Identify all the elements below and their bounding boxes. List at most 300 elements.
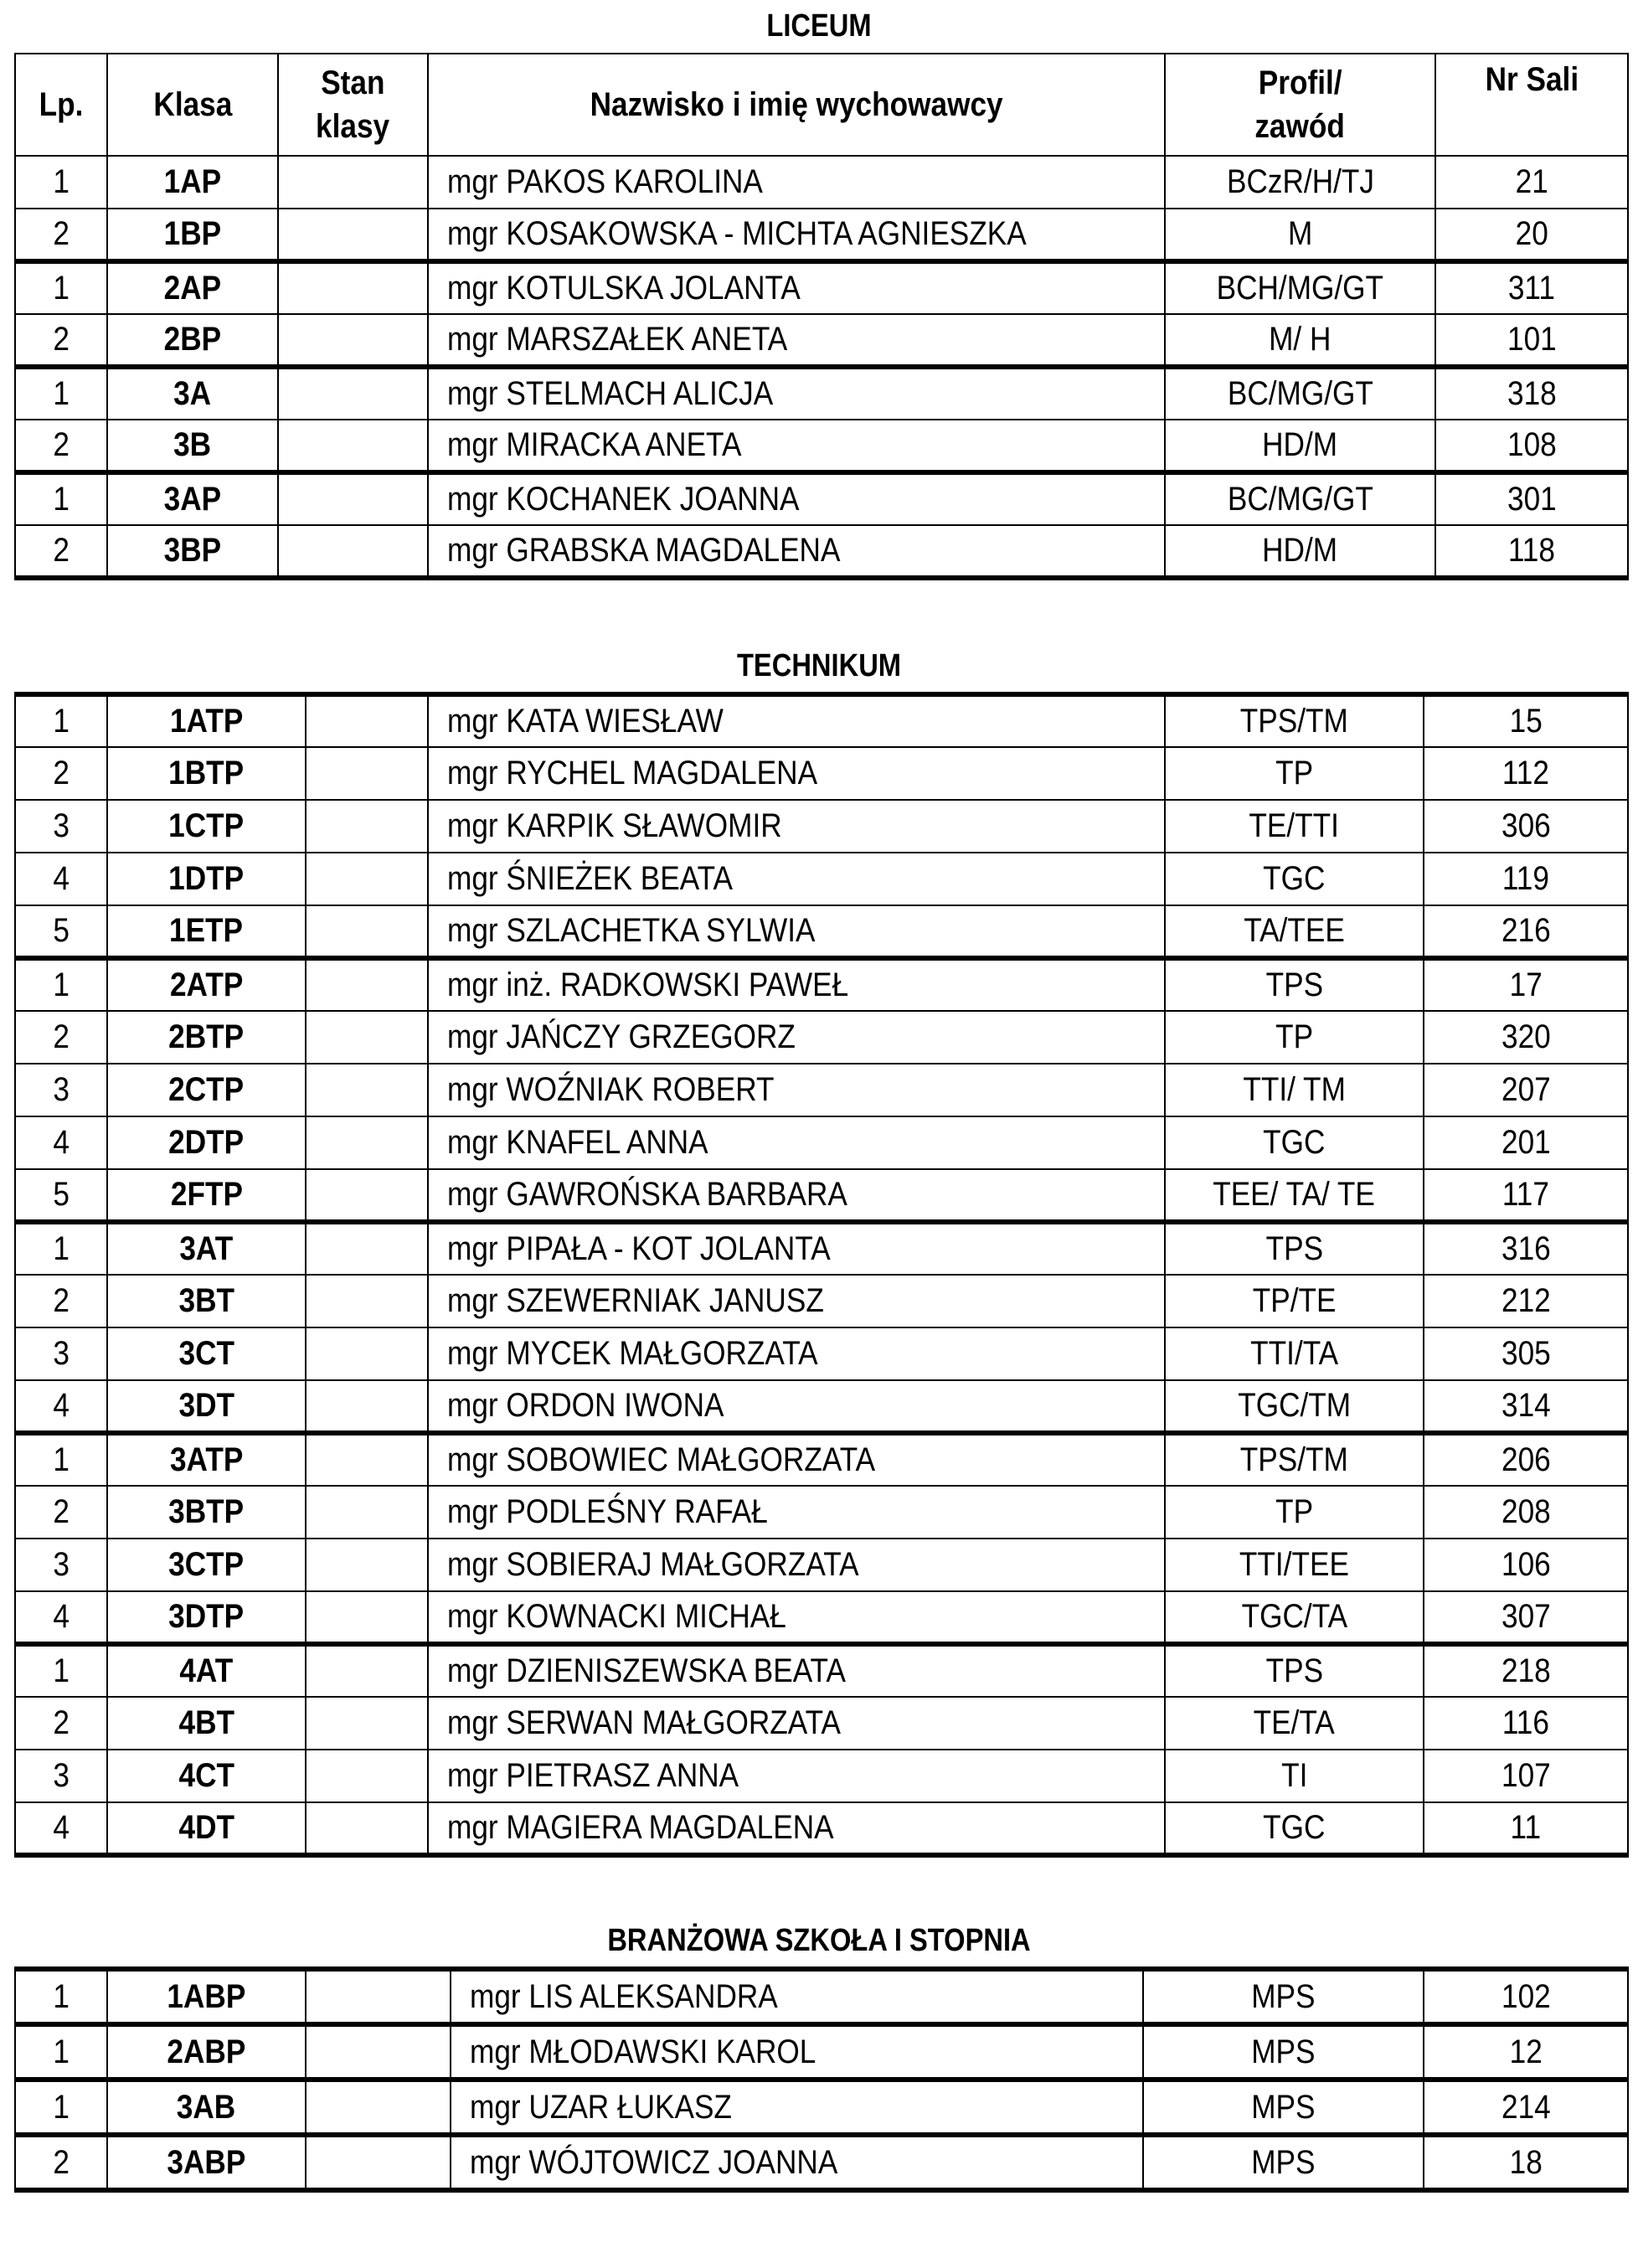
cell-wychowawca-text: mgr JAŃCZY GRZEGORZ [447,1018,796,1055]
cell-nr-sali-text: 106 [1501,1546,1551,1583]
cell-nr-sali-text: 301 [1507,481,1557,518]
cell-nr-sali-text: 116 [1502,1704,1550,1741]
cell-wychowawca [451,2135,1143,2190]
cell-nr-sali-text: 118 [1507,532,1556,569]
cell-stan-klasy [278,209,428,261]
cell-klasa-text: 2ABP [167,2033,246,2070]
cell-nr-sali [1435,420,1628,472]
cell-profil-text: TPS [1265,966,1323,1003]
cell-wychowawca [428,1750,1165,1802]
cell-lp [15,209,107,261]
cell-profil-text: TGC [1263,860,1326,897]
table-row [15,472,1628,525]
cell-nr-sali [1424,958,1628,1011]
cell-stan-klasy [306,1169,428,1222]
cell-lp [15,420,107,472]
cell-stan-klasy [306,1591,428,1644]
cell-lp-text: 1 [53,163,70,200]
cell-klasa-text: 4DT [178,1809,234,1846]
cell-klasa [107,747,306,800]
cell-lp [15,1697,107,1750]
cell-klasa-text: 3BP [163,532,222,569]
cell-wychowawca-text: mgr LIS ALEKSANDRA [470,1977,778,2015]
cell-lp [15,1169,107,1222]
header-row [15,54,1628,156]
cell-lp [15,1591,107,1644]
cell-profil-text: TP [1275,755,1313,791]
cell-klasa [107,1327,306,1380]
cell-profil-text: M [1287,215,1313,252]
cell-lp [15,1380,107,1433]
cell-klasa-text: 1ATP [169,703,244,740]
cell-nr-sali-text: 20 [1515,215,1548,252]
cell-nr-sali-text: 107 [1501,1757,1551,1794]
cell-profil [1165,367,1435,420]
cell-nr-sali-text: 12 [1509,2033,1543,2070]
cell-profil-text: BCzR/H/TJ [1226,163,1374,200]
table-row [15,314,1628,367]
cell-klasa [107,1275,306,1327]
cell-wychowawca [428,1380,1165,1433]
cell-stan-klasy [306,1969,451,2024]
cell-profil-text: M/ H [1269,321,1332,358]
cell-nr-sali-text: 206 [1501,1441,1551,1478]
cell-nr-sali [1424,1116,1628,1169]
cell-klasa [107,1380,306,1433]
cell-klasa-text: 3DTP [168,1598,245,1635]
cell-lp-text: 3 [53,1546,70,1583]
cell-profil-text: MPS [1251,2088,1316,2126]
cell-klasa-text: 2FTP [170,1176,243,1213]
cell-stan-klasy [306,1433,428,1486]
table-row [15,525,1628,578]
cell-profil [1165,1539,1424,1591]
cell-wychowawca-text: mgr KOWNACKI MICHAŁ [447,1598,786,1635]
cell-klasa [107,525,278,578]
cell-lp [15,1539,107,1591]
header-stan-klasy: Stan klasy [278,54,428,156]
cell-stan-klasy [306,1327,428,1380]
cell-profil [1143,2080,1424,2135]
cell-wychowawca-text: mgr SERWAN MAŁGORZATA [447,1704,842,1741]
cell-lp-text: 2 [53,215,70,252]
cell-nr-sali [1424,1969,1628,2024]
cell-nr-sali-text: 305 [1501,1335,1551,1372]
cell-wychowawca [428,314,1165,367]
cell-nr-sali-text: 101 [1507,321,1557,358]
cell-nr-sali [1424,1644,1628,1697]
table-row [15,905,1628,958]
cell-nr-sali-text: 314 [1501,1387,1551,1424]
cell-klasa-text: 1AP [163,163,222,200]
cell-klasa-text: 3CTP [168,1546,245,1583]
cell-stan-klasy [306,747,428,800]
cell-wychowawca-text: mgr PIPAŁA - KOT JOLANTA [447,1230,831,1267]
cell-klasa-text: 1BTP [168,755,245,791]
cell-lp [15,853,107,905]
table-row [15,2080,1628,2135]
cell-profil-text: TTI/TEE [1239,1546,1350,1583]
cell-wychowawca-text: mgr MŁODAWSKI KAROL [470,2033,816,2070]
cell-lp-text: 2 [53,532,70,569]
cell-nr-sali-text: 212 [1501,1282,1551,1319]
cell-nr-sali-text: 216 [1501,912,1551,949]
cell-profil [1165,1327,1424,1380]
cell-nr-sali-text: 207 [1501,1071,1551,1108]
cell-stan-klasy [306,694,428,747]
cell-klasa-text: 2ATP [169,966,244,1003]
table-row [15,1539,1628,1591]
cell-nr-sali [1424,1750,1628,1802]
cell-profil [1143,1969,1424,2024]
cell-stan-klasy [306,2080,451,2135]
cell-profil [1165,1064,1424,1116]
cell-lp [15,1969,107,2024]
cell-profil-text: TGC [1263,1809,1326,1846]
cell-nr-sali-text: 18 [1509,2143,1543,2181]
cell-lp-text: 2 [53,1493,70,1530]
cell-stan-klasy [306,1697,428,1750]
cell-lp [15,1327,107,1380]
cell-profil [1165,694,1424,747]
cell-profil [1165,905,1424,958]
cell-wychowawca [428,1064,1165,1116]
cell-stan-klasy [306,1064,428,1116]
cell-profil [1143,2024,1424,2080]
cell-nr-sali [1435,314,1628,367]
cell-nr-sali [1435,261,1628,314]
cell-nr-sali [1435,472,1628,525]
cell-profil [1165,1591,1424,1644]
cell-nr-sali-text: 318 [1507,375,1557,412]
cell-lp [15,261,107,314]
technikum-title: TECHNIKUM [736,648,902,683]
cell-profil-text: TPS/TM [1239,703,1349,740]
cell-wychowawca [428,1169,1165,1222]
cell-lp [15,1222,107,1275]
cell-profil-text: TGC [1263,1124,1326,1161]
cell-nr-sali [1435,367,1628,420]
cell-wychowawca-text: mgr ŚNIEŻEK BEATA [447,860,733,897]
cell-klasa [107,1169,306,1222]
branzowa-title: BRANŻOWA SZKOŁA I STOPNIA [607,1923,1031,1958]
cell-klasa [107,800,306,853]
cell-wychowawca [428,747,1165,800]
cell-klasa [107,420,278,472]
cell-wychowawca [428,853,1165,905]
table-row [15,1011,1628,1064]
cell-profil [1165,525,1435,578]
cell-klasa [107,209,278,261]
cell-nr-sali [1424,1327,1628,1380]
table-row [15,1064,1628,1116]
cell-wychowawca-text: mgr PODLEŚNY RAFAŁ [447,1493,768,1530]
cell-lp-text: 1 [53,481,70,518]
cell-stan-klasy [306,1380,428,1433]
cell-klasa [107,1969,306,2024]
cell-wychowawca-text: mgr WOŹNIAK ROBERT [447,1071,775,1108]
cell-lp [15,525,107,578]
cell-lp [15,1011,107,1064]
cell-lp [15,156,107,209]
liceum-body [15,156,1628,578]
table-row [15,1969,1628,2024]
cell-stan-klasy [306,1644,428,1697]
cell-lp-text: 1 [53,270,70,307]
cell-klasa-text: 1ETP [169,912,244,949]
cell-profil-text: TTI/TA [1250,1335,1338,1372]
cell-stan-klasy [306,958,428,1011]
cell-klasa-text: 2DTP [168,1124,245,1161]
cell-wychowawca-text: mgr STELMACH ALICJA [447,375,774,412]
cell-stan-klasy [306,1222,428,1275]
cell-wychowawca [428,905,1165,958]
cell-profil-text: TGC/TA [1241,1598,1347,1635]
cell-profil [1165,1275,1424,1327]
cell-lp [15,1644,107,1697]
cell-nr-sali-text: 208 [1501,1493,1551,1530]
cell-wychowawca [451,1969,1143,2024]
cell-nr-sali [1424,1222,1628,1275]
cell-wychowawca-text: mgr MYCEK MAŁGORZATA [447,1335,818,1372]
cell-wychowawca [428,209,1165,261]
cell-nr-sali-text: 119 [1502,860,1550,897]
cell-nr-sali-text: 102 [1501,1977,1551,2015]
cell-profil [1165,261,1435,314]
cell-stan-klasy [278,314,428,367]
cell-profil [1165,853,1424,905]
cell-klasa-text: 3ABP [167,2143,246,2181]
table-row [15,209,1628,261]
cell-wychowawca [428,525,1165,578]
table-row [15,1327,1628,1380]
cell-nr-sali-text: 311 [1507,270,1556,307]
cell-wychowawca [428,800,1165,853]
cell-wychowawca [428,1644,1165,1697]
cell-wychowawca-text: mgr KOSAKOWSKA - MICHTA AGNIESZKA [447,215,1027,252]
cell-wychowawca-text: mgr PAKOS KAROLINA [447,163,763,200]
cell-profil [1165,1222,1424,1275]
cell-klasa [107,1011,306,1064]
cell-wychowawca-text: mgr GAWROŃSKA BARBARA [447,1176,847,1213]
cell-lp-text: 2 [53,426,70,463]
cell-lp [15,472,107,525]
table-row [15,694,1628,747]
table-row [15,1275,1628,1327]
table-row [15,1802,1628,1855]
cell-nr-sali [1424,1011,1628,1064]
cell-lp-text: 4 [53,1387,70,1424]
cell-wychowawca [428,958,1165,1011]
cell-klasa [107,261,278,314]
cell-klasa-text: 4CT [178,1757,234,1794]
cell-profil [1165,800,1424,853]
cell-profil-text: TGC/TM [1238,1387,1351,1424]
cell-wychowawca [428,1222,1165,1275]
cell-profil-text: TE/TA [1253,1704,1336,1741]
cell-lp [15,2135,107,2190]
cell-profil [1165,314,1435,367]
cell-lp-text: 3 [53,1757,70,1794]
cell-nr-sali [1435,156,1628,209]
cell-wychowawca-text: mgr RYCHEL MAGDALENA [447,755,818,791]
table-row [15,958,1628,1011]
cell-nr-sali [1424,1539,1628,1591]
cell-lp [15,1064,107,1116]
table-row [15,800,1628,853]
cell-klasa-text: 2BTP [168,1018,245,1055]
cell-wychowawca-text: mgr SOBOWIEC MAŁGORZATA [447,1441,876,1478]
cell-nr-sali-text: 11 [1510,1809,1542,1846]
cell-nr-sali [1424,1275,1628,1327]
table-row [15,1222,1628,1275]
cell-wychowawca [428,472,1165,525]
cell-klasa [107,1433,306,1486]
cell-wychowawca [428,1011,1165,1064]
cell-klasa-text: 1ABP [167,1977,246,2015]
cell-wychowawca-text: mgr UZAR ŁUKASZ [470,2088,732,2126]
cell-lp-text: 5 [53,912,70,949]
cell-klasa-text: 4AT [179,1652,234,1689]
cell-wychowawca [428,261,1165,314]
cell-klasa [107,1802,306,1855]
cell-nr-sali [1424,1380,1628,1433]
cell-profil-text: TP [1275,1018,1313,1055]
cell-lp [15,1802,107,1855]
cell-klasa-text: 1DTP [168,860,245,897]
cell-nr-sali-text: 112 [1502,755,1550,791]
cell-nr-sali [1424,2024,1628,2080]
branzowa-table [14,1966,1629,2193]
cell-nr-sali-text: 307 [1501,1598,1551,1635]
cell-klasa-text: 3AP [163,481,222,518]
cell-wychowawca-text: mgr DZIENISZEWSKA BEATA [447,1652,846,1689]
cell-nr-sali [1424,1486,1628,1539]
cell-nr-sali-text: 201 [1501,1124,1551,1161]
cell-klasa [107,1697,306,1750]
cell-profil [1165,156,1435,209]
cell-profil-text: TE/TTI [1249,807,1340,844]
cell-klasa-text: 2AP [163,270,222,307]
cell-wychowawca [428,1116,1165,1169]
header-wychowawca: Nazwisko i imię wychowawcy [428,54,1165,156]
cell-lp [15,314,107,367]
cell-lp [15,1116,107,1169]
cell-klasa [107,2024,306,2080]
table-row [15,1591,1628,1644]
cell-klasa [107,694,306,747]
cell-nr-sali-text: 15 [1509,703,1543,740]
cell-lp-text: 5 [53,1176,70,1213]
cell-stan-klasy [306,2135,451,2190]
cell-klasa-text: 1CTP [168,807,245,844]
cell-klasa [107,905,306,958]
cell-stan-klasy [278,472,428,525]
technikum-table [14,692,1629,1858]
cell-wychowawca [451,2024,1143,2080]
cell-nr-sali [1424,1169,1628,1222]
cell-nr-sali [1424,1064,1628,1116]
cell-wychowawca-text: mgr WÓJTOWICZ JOANNA [470,2143,838,2181]
table-row [15,367,1628,420]
cell-wychowawca [428,1697,1165,1750]
cell-stan-klasy [306,1116,428,1169]
cell-profil [1165,1697,1424,1750]
cell-lp-text: 1 [53,2033,70,2070]
cell-wychowawca-text: mgr KOCHANEK JOANNA [447,481,800,518]
table-row [15,1116,1628,1169]
cell-wychowawca [428,694,1165,747]
cell-klasa [107,156,278,209]
cell-profil-text: TP/TE [1252,1282,1337,1319]
cell-lp [15,694,107,747]
cell-wychowawca [428,1802,1165,1855]
cell-profil-text: TPS/TM [1239,1441,1349,1478]
cell-stan-klasy [306,1011,428,1064]
cell-profil-text: TEE/ TA/ TE [1213,1176,1376,1213]
cell-klasa-text: 2CTP [168,1071,245,1108]
cell-lp-text: 1 [53,1441,70,1478]
cell-wychowawca-text: mgr PIETRASZ ANNA [447,1757,739,1794]
cell-klasa-text: 3CT [178,1335,234,1372]
cell-profil-text: TPS [1265,1230,1323,1267]
cell-klasa [107,2135,306,2190]
cell-stan-klasy [306,2024,451,2080]
cell-klasa [107,1750,306,1802]
liceum-title: LICEUM [766,8,872,44]
cell-profil [1165,1486,1424,1539]
cell-lp-text: 1 [53,966,70,1003]
cell-klasa-text: 3A [173,375,212,412]
cell-wychowawca [428,1433,1165,1486]
cell-nr-sali [1435,209,1628,261]
cell-lp-text: 2 [53,321,70,358]
cell-lp [15,2024,107,2080]
cell-profil-text: TPS [1265,1652,1323,1689]
cell-nr-sali [1424,694,1628,747]
cell-klasa [107,1064,306,1116]
cell-lp-text: 4 [53,1598,70,1635]
cell-nr-sali [1424,905,1628,958]
cell-profil [1165,209,1435,261]
table-row [15,1644,1628,1697]
cell-klasa-text: 1BP [163,215,222,252]
cell-lp [15,1486,107,1539]
cell-profil-text: TTI/ TM [1243,1071,1346,1108]
cell-stan-klasy [306,905,428,958]
cell-profil [1165,1116,1424,1169]
table-row [15,1750,1628,1802]
cell-profil [1165,1169,1424,1222]
cell-stan-klasy [278,261,428,314]
cell-profil-text: MPS [1251,2033,1316,2070]
table-row [15,2135,1628,2190]
cell-nr-sali [1424,1802,1628,1855]
cell-profil-text: BC/MG/GT [1227,375,1373,412]
cell-nr-sali-text: 218 [1501,1652,1551,1689]
table-row [15,1380,1628,1433]
cell-lp [15,2080,107,2135]
table-row [15,261,1628,314]
cell-nr-sali [1424,1433,1628,1486]
table-row [15,1697,1628,1750]
cell-stan-klasy [306,1275,428,1327]
cell-klasa-text: 3BT [178,1282,234,1319]
header-klasa: Klasa [107,54,278,156]
cell-profil-text: TP [1275,1493,1313,1530]
table-row [15,156,1628,209]
cell-profil [1165,958,1424,1011]
